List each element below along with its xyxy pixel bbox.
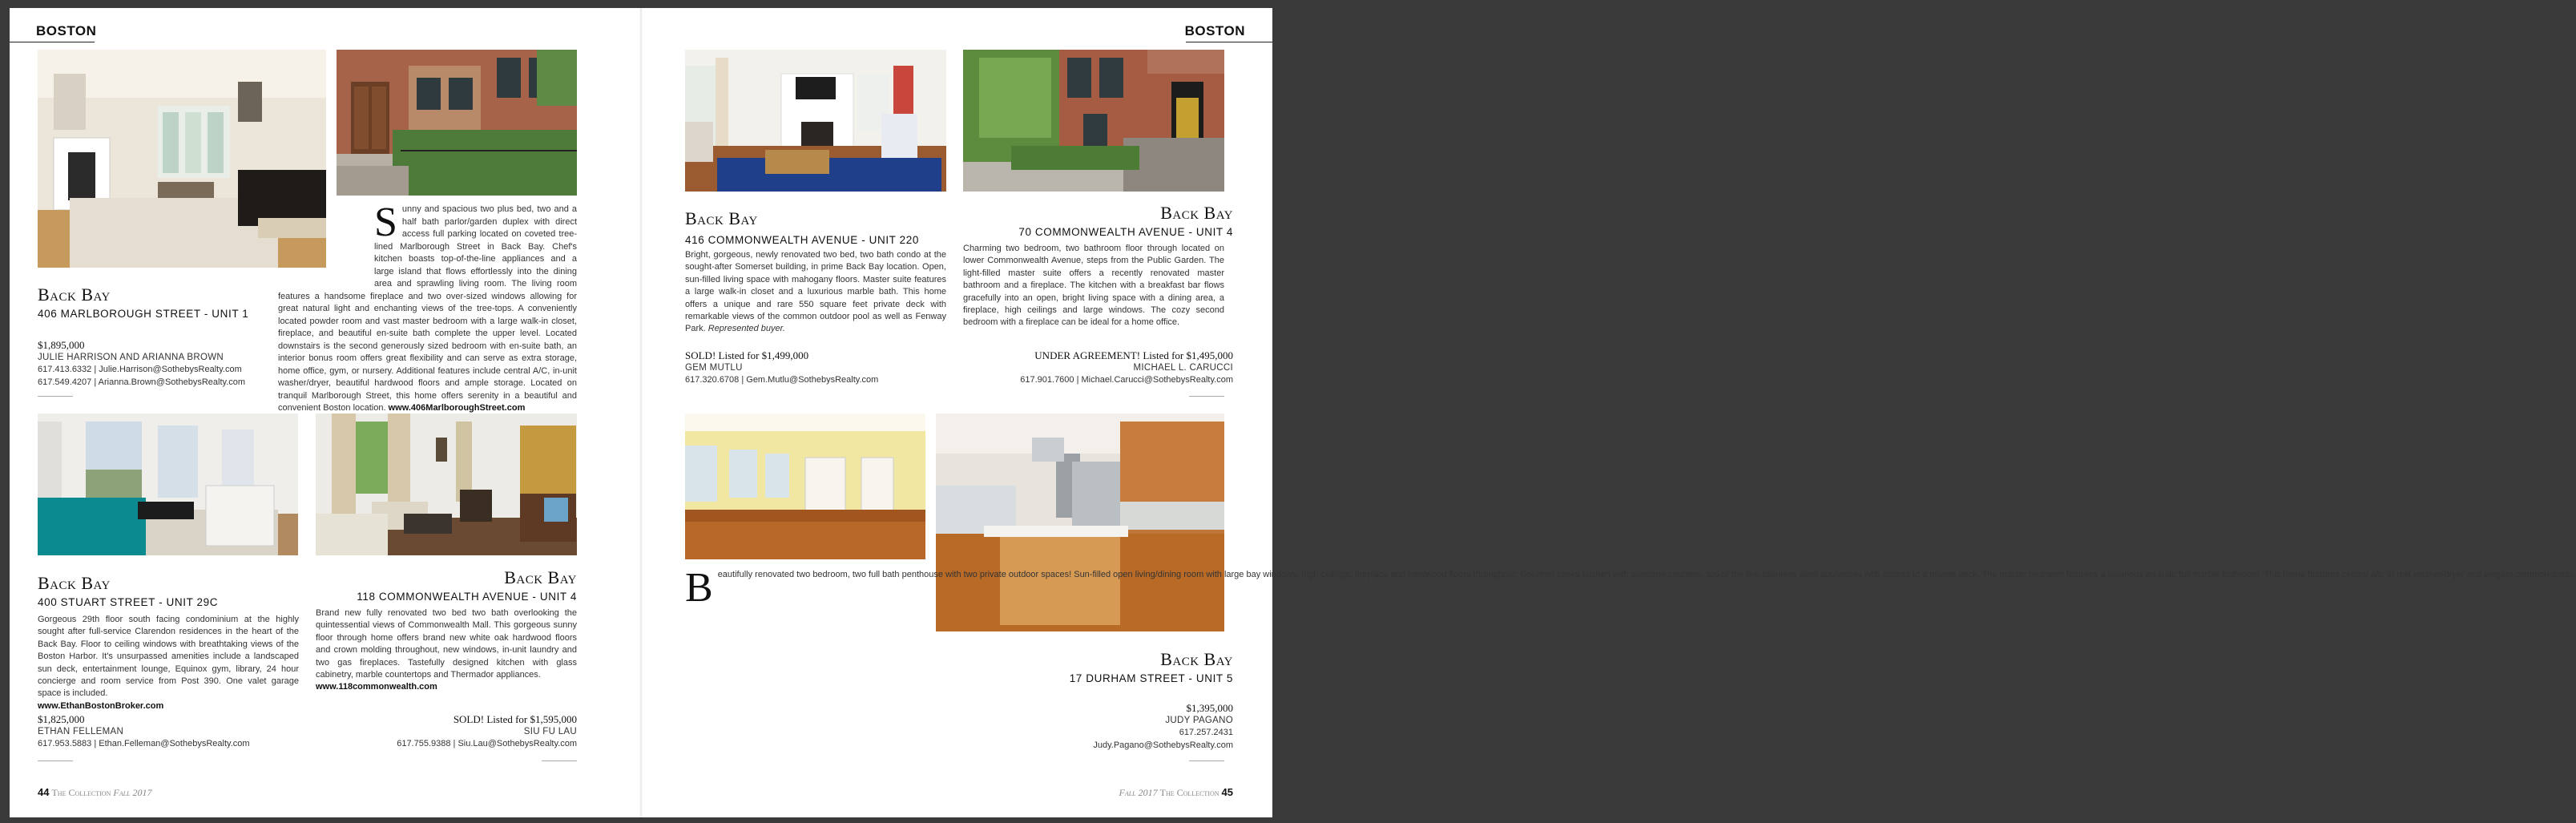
stuart-website-link[interactable]: www.EthanBostonBroker.com bbox=[38, 700, 164, 711]
left-issue: Fall 2017 bbox=[113, 787, 152, 798]
commonwealth70-agent: MICHAEL L. CARUCCI bbox=[1133, 362, 1233, 373]
commonwealth118-contact[interactable]: 617.755.9388 | Siu.Lau@SothebysRealty.com bbox=[397, 739, 577, 748]
durham-description-text: eautifully renovated two bedroom, two full bath penthouse with two private outdoor spaces! Sun-filled open living/dining room with large bay windows, high ceilings, fireplace and hardwood floors throughout. Gourmet cooks kitchen with silestone counters, top of the line stainless steel appliances with access to a private deck. The master bedroom features a luxurious en suite full marble bathroom. This home features central a/c, in unit washer/dryer and elegant common areas. bbox=[717, 570, 2576, 579]
stuart-contact[interactable]: 617.953.5883 | Ethan.Felleman@SothebysRealty.com bbox=[38, 739, 250, 748]
marlborough-description-text: unny and spacious two plus bed, two and a half bath parlor/garden duplex with direct access full parking located on coveted tree-lined Marlborough Street in Back Bay. Chef's kitchen boasts top-of-the-line appliances and a large island that flows effortlessly into the dining area and sprawling living room. The living room features a handsome fireplace and two over-sized windows allowing for great natural light and enchanting views of the tree-tops. A conveniently located powder room and vast master bedroom with a large walk-in closet, fireplace, and beautiful en-suite bath complete the upper level. Located downstairs is the second generously sized bedroom with en-suite bath, an interior bonus room offers great flexibility and can serve as extra storage, home office, gym, or nursery. Additional features include central A/C, in-unit washer/dryer, beautiful hardwood floors and ample storage. Located on tranquil Marlborough Street, this home offers serenity in a beautiful and convenient Boston location. bbox=[278, 204, 577, 413]
durham-agent: JUDY PAGANO bbox=[1165, 715, 1233, 725]
commonwealth416-contact[interactable]: 617.320.6708 | Gem.Mutlu@SothebysRealty.com bbox=[685, 375, 879, 385]
right-folio bbox=[1119, 786, 1233, 799]
commonwealth416-agent: GEM MUTLU bbox=[685, 362, 743, 373]
commonwealth416-description bbox=[685, 249, 946, 336]
right-publication-name: The Collection bbox=[1159, 787, 1219, 798]
durham-description bbox=[685, 565, 2576, 611]
left-page-number: 44 bbox=[38, 786, 50, 798]
brownstone-stoop-photo bbox=[963, 50, 1224, 192]
stuart-neighborhood: Back Bay bbox=[38, 573, 111, 593]
commonwealth70-agent-block bbox=[1020, 349, 1233, 387]
right-page-number: 45 bbox=[1221, 786, 1233, 798]
marlborough-price: $1,895,000 bbox=[38, 339, 85, 351]
commonwealth118-website-link[interactable]: www.118commonwealth.com bbox=[316, 682, 437, 692]
durham-price: $1,395,000 bbox=[1186, 702, 1233, 714]
brownstone-entrance-photo bbox=[337, 50, 577, 196]
commonwealth70-price: UNDER AGREEMENT! Listed for $1,495,000 bbox=[1034, 349, 1233, 361]
durham-drop-cap: B bbox=[685, 565, 713, 611]
durham-phone[interactable]: 617.257.2431 bbox=[1179, 728, 1233, 737]
commonwealth416-note: Represented buyer. bbox=[707, 324, 785, 334]
durham-agent-block bbox=[1093, 702, 1233, 752]
divider-rule bbox=[38, 396, 73, 397]
divider-rule bbox=[38, 760, 73, 761]
commonwealth118-price: SOLD! Listed for $1,595,000 bbox=[453, 713, 577, 725]
commonwealth70-neighborhood: Back Bay bbox=[1160, 203, 1233, 223]
marlborough-description bbox=[278, 200, 577, 415]
marlborough-agent: JULIE HARRISON AND ARIANNA BROWN bbox=[38, 352, 224, 362]
left-publication-name: The Collection bbox=[51, 787, 111, 798]
stuart-address: 400 STUART STREET - UNIT 29C bbox=[38, 596, 219, 608]
marlborough-contact-2[interactable]: 617.549.4207 | Arianna.Brown@SothebysRealty.com bbox=[38, 377, 246, 387]
stuart-agent-block bbox=[38, 713, 250, 751]
commonwealth416-agent-block bbox=[685, 349, 878, 387]
commonwealth118-agent: SIU FU LAU bbox=[523, 726, 577, 736]
blue-rug-living-room-photo bbox=[685, 50, 946, 192]
left-folio bbox=[38, 786, 151, 799]
commonwealth118-address: 118 COMMONWEALTH AVENUE - UNIT 4 bbox=[357, 591, 577, 603]
bay-window-living-room-photo bbox=[316, 414, 577, 555]
divider-rule bbox=[1189, 760, 1224, 761]
stuart-description bbox=[38, 614, 299, 712]
durham-description-block bbox=[685, 565, 2576, 631]
commonwealth118-description bbox=[316, 607, 577, 694]
page-gutter bbox=[639, 8, 643, 817]
marlborough-drop-cap: S bbox=[374, 200, 397, 245]
marlborough-contact-1[interactable]: 617.413.6332 | Julie.Harrison@SothebysRealty.com bbox=[38, 365, 242, 374]
commonwealth416-address: 416 COMMONWEALTH AVENUE - UNIT 220 bbox=[685, 234, 919, 246]
stuart-description-text: Gorgeous 29th floor south facing condominium at the highly sought after full-service Clarendon residences in the heart of the Back Bay. Floor to ceiling windows with breathtaking views of the Boston Harbor. It's unsurpassed amenities include a landscaped sun deck, entertainment lounge, Equinox gym, library, 24 hour concierge and room service from Post 390. One valet garage space is included. bbox=[38, 615, 299, 699]
commonwealth70-address: 70 COMMONWEALTH AVENUE - UNIT 4 bbox=[1018, 226, 1233, 238]
marlborough-neighborhood: Back Bay bbox=[38, 284, 111, 305]
durham-email[interactable]: Judy.Pagano@SothebysRealty.com bbox=[1093, 740, 1233, 750]
commonwealth416-neighborhood: Back Bay bbox=[685, 208, 758, 228]
commonwealth118-description-text: Brand new fully renovated two bed two bath overlooking the quintessential views of Commonwealth Mall. This gorgeous sunny floor through home offers brand new white oak hardwood floors and crown molding throughout, new windows, in-unit laundry and two gas fireplaces. Tastefully designed kitchen with glass cabinetry, marble countertops and Thermador appliances. bbox=[316, 608, 577, 680]
magazine-spread bbox=[10, 8, 2576, 817]
divider-rule bbox=[1189, 396, 1224, 397]
marlborough-agent-block bbox=[38, 339, 245, 389]
marlborough-website-link[interactable]: www.406MarlboroughStreet.com bbox=[388, 403, 526, 413]
commonwealth416-description-text: Bright, gorgeous, newly renovated two bed, two bath condo at the sought-after Somerset building, in prime Back Bay location. Open, sun-filled living space with mahogany floors. Master suite features a large walk-in closet and a luxurious marble bath. This home offers a unique and rare 550 square feet private deck with remarkable views of the common outdoor pool as well as Fenway Park. bbox=[685, 250, 946, 334]
commonwealth416-price: SOLD! Listed for $1,499,000 bbox=[685, 349, 809, 361]
durham-neighborhood: Back Bay bbox=[1160, 649, 1233, 669]
photo-wrap-spacer bbox=[278, 204, 374, 280]
marlborough-address: 406 MARLBOROUGH STREET - UNIT 1 bbox=[38, 308, 249, 320]
right-issue: Fall 2017 bbox=[1119, 787, 1158, 798]
stuart-agent: ETHAN FELLEMAN bbox=[38, 726, 124, 736]
teal-sofa-living-room-photo bbox=[38, 414, 298, 555]
left-page-city-header: BOSTON bbox=[36, 23, 97, 38]
commonwealth70-description: Charming two bedroom, two bathroom floor through located on lower Commonwealth Avenue, steps from the Public Garden. The light-filled master suite offers a recently renovated master bathroom and a fireplace. The kitchen with a breakfast bar flows gracefully into an open, bright living space with a dining area, a fireplace, high ceilings and large windows. The cozy second bedroom with a fireplace can be ideal for a home office. bbox=[963, 244, 1224, 328]
commonwealth118-neighborhood: Back Bay bbox=[504, 567, 577, 587]
divider-rule bbox=[542, 760, 577, 761]
commonwealth118-agent-block bbox=[397, 713, 577, 751]
marlborough-description-block bbox=[278, 200, 577, 415]
commonwealth70-contact[interactable]: 617.901.7600 | Michael.Carucci@SothebysRealty.com bbox=[1020, 375, 1233, 385]
right-page-city-header: BOSTON bbox=[1184, 23, 1245, 38]
stuart-price: $1,825,000 bbox=[38, 713, 85, 725]
durham-address: 17 DURHAM STREET - UNIT 5 bbox=[1069, 672, 1233, 684]
yellow-bedroom-photo bbox=[685, 414, 925, 559]
